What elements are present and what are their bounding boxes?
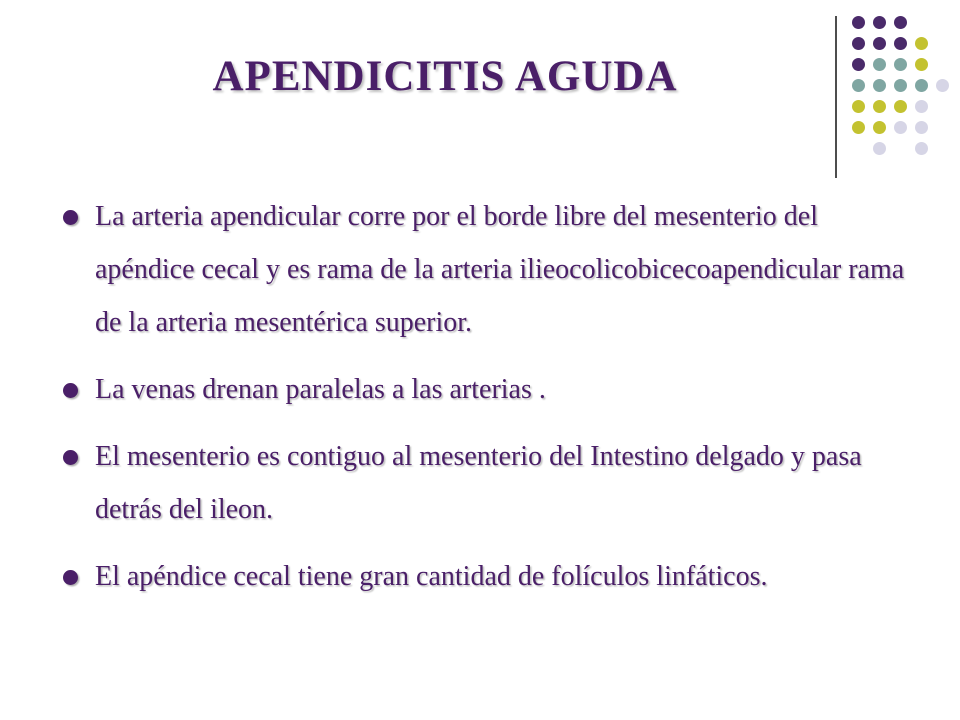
decorative-dot [852,100,865,113]
decorative-dot [936,79,949,92]
decorative-dot [873,16,886,29]
decorative-dot [852,79,865,92]
decorative-dot [873,37,886,50]
bullet-text: El apéndice cecal tiene gran cantidad de folículos linfáticos. [95,561,768,592]
decorative-dot [852,16,865,29]
decorative-dot [915,37,928,50]
decorative-dot [894,79,907,92]
bullet-item-4 [60,550,920,603]
decorative-dot [873,100,886,113]
decorative-dot [852,37,865,50]
vertical-divider [835,16,837,178]
decorative-dot [894,37,907,50]
decorative-dot [915,100,928,113]
decorative-dot [873,58,886,71]
bullet-item-2 [60,363,920,416]
decorative-dot [894,16,907,29]
decorative-dot [873,79,886,92]
decorative-dot [894,58,907,71]
bullet-dot-icon [63,383,78,398]
bullet-text: El mesenterio es contiguo al mesenterio del Intestino delgado y pasa detrás del ileon. [95,441,862,525]
decorative-dot [852,58,865,71]
bullet-item-3 [60,430,920,536]
bullet-dot-icon [63,210,78,225]
decorative-dot [873,121,886,134]
decorative-dot [915,142,928,155]
decorative-dot [852,121,865,134]
bullet-dot-icon [63,450,78,465]
decorative-dot [894,100,907,113]
bullet-dot-icon [63,570,78,585]
decorative-dot [873,142,886,155]
decorative-dot [915,58,928,71]
decorative-dot [915,121,928,134]
bullet-text: La arteria apendicular corre por el borde libre del mesenterio del apéndice cecal y es rama de la arteria ilieocolicobicecoapendicular rama de la arteria mesentérica superior. [95,201,905,338]
bullet-text: La venas drenan paralelas a las arterias . [95,374,546,405]
bullet-item-1 [60,190,920,349]
decorative-dot [894,121,907,134]
slide-title: APENDICITIS AGUDA [212,53,678,100]
decorative-dot [915,79,928,92]
bullet-list [60,190,920,617]
